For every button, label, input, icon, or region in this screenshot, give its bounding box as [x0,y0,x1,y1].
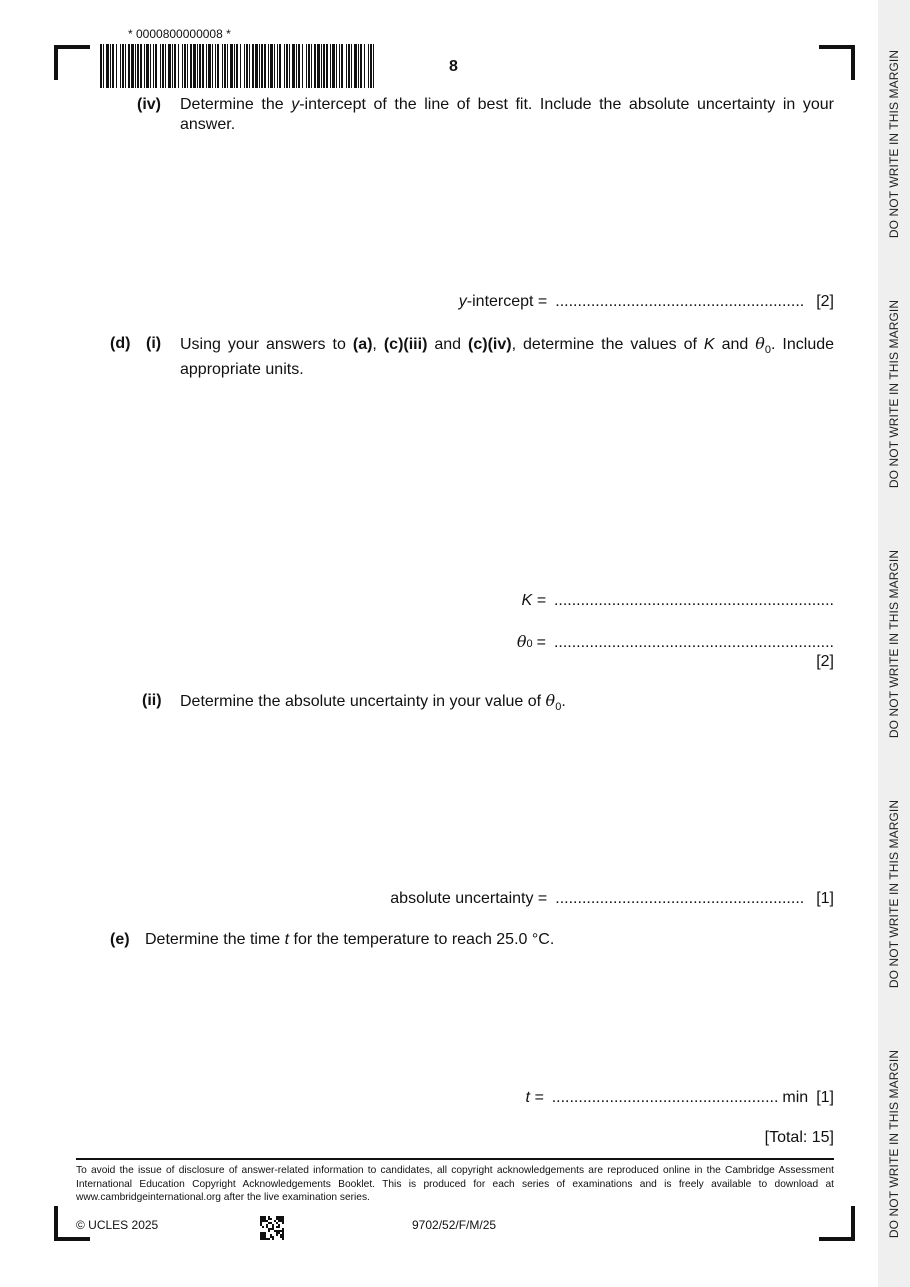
total-marks: [Total: 15] [764,1129,834,1146]
question-label-d-i: (i) [146,335,162,352]
answer-line-time[interactable]: t = ................................................... min [1] [525,1089,834,1106]
barcode-number: * 0000800000008 * [128,27,231,41]
question-label-d-ii: (ii) [142,692,162,709]
question-text-iv: Determine the y-intercept of the line of best fit. Include the absolute uncertainty in your answer. [180,96,835,133]
paper-code: 9702/52/F/M/25 [412,1218,497,1232]
question-text-d-i: Using your answers to (a), (c)(iii) and (c)(iv), determine the values of K and $\theta_0$. Include appropriate units. [180,334,835,379]
marks: [2] [816,293,834,310]
page-number: 8 [449,58,458,75]
question-label-iv: (iv) [137,96,161,113]
question-text-d-ii: Determine the absolute uncertainty in your value of $\theta_0$. [180,691,566,714]
marks: [1] [816,890,834,907]
marks: [2] [816,653,834,670]
answer-line-absolute-uncertainty[interactable]: absolute uncertainty = ........................................................ [1] [390,890,834,907]
barcode [100,44,376,88]
copyright: © UCLES 2025 [76,1218,159,1232]
qr-code [260,1216,284,1240]
footer-divider [76,1158,834,1160]
answer-line-k[interactable]: K = ............................................................... [521,592,834,609]
answer-line-y-intercept[interactable]: y -intercept = ........................................................ [2] [458,293,834,310]
question-label-d: (d) [110,335,131,352]
marks: [1] [816,1089,834,1106]
answer-line-theta0[interactable]: θ 0 = ............................................................... [516,632,834,651]
copyright-note: To avoid the issue of disclosure of answer-related information to candidates, all copyright acknowledgements are reproduced online in the Cambridge Assessment International Education Copyright Acknowledgements Booklet. This is produced for each series of examinations and is freely available to download at www.cambridgeinternational.org after the live examination series. [76,1165,834,1203]
question-text-e: Determine the time t for the temperature to reach 25.0 °C. [145,931,555,948]
question-label-e: (e) [110,931,130,948]
